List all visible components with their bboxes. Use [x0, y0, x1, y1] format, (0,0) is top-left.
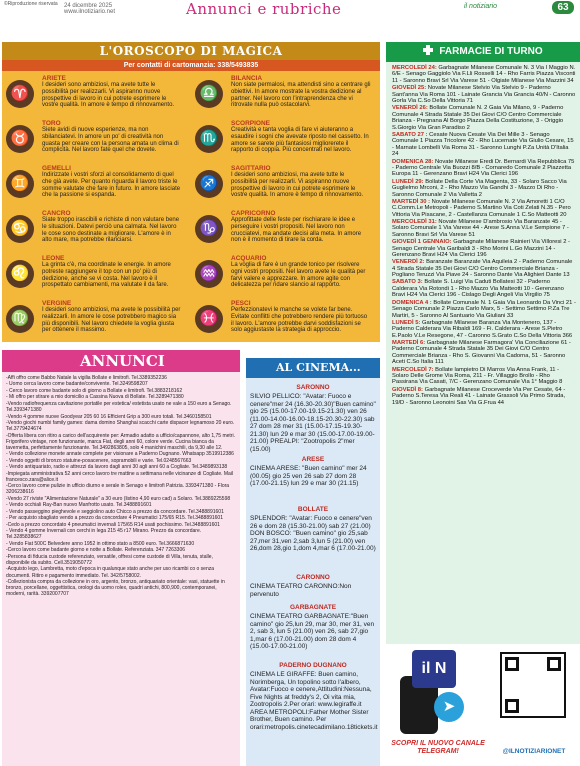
- pharmacy-day-label: SABATO 3:: [392, 279, 423, 286]
- pharmacy-day: [392, 387, 576, 406]
- horoscope-sign: [2, 297, 189, 342]
- horoscope-sign: [2, 162, 189, 207]
- pharmacy-day-label: MERCOLEDÌ 31:: [392, 219, 437, 225]
- pharmacy-day-list: Novate Milanese Comunale N. 2 Via Amoretti 1 C/O C.Comm.Le Metropoli - Paderno S.Martino Via Coti Zelati N.35 - Pero Vittoria Via Pisacane, 2 - Castellanza Comunale 1 C.So Matteotti 20: [392, 198, 571, 218]
- farmacie-list: [386, 62, 580, 644]
- horoscope-sign: [191, 162, 378, 207]
- zodiac-icon: ♊: [6, 170, 34, 198]
- pharmacy-day-label: MARTEDÌ 30 :: [392, 198, 431, 205]
- pharmacy-day: [392, 259, 576, 278]
- classified-ad: -Offerta libera con ritiro a carico dell'acquirente per: Armadio adatto a ufficio/capannone, alto 1,75 metri. Frigorifero vintage, non funzionante, marca Fiat, degli anni 60, colore verde. Cucina bianca da tavernetta, perfettamente funzionante. Tel.3492863805, solo 4 manichini maschili, da 9,30 alle 12.: [6, 432, 235, 451]
- venue-city: PADERNO DUGNANO: [279, 662, 347, 669]
- pharmacy-day: [392, 279, 576, 298]
- sign-name: CANCRO: [42, 210, 71, 217]
- sign-text: Indirizzate i vostri sforzi al consolidamento di quel che già avete. Per quanto riguarda il lavoro triste le somme valutate che fare in futuro. In amore lasciate che la passione si espanda.: [42, 172, 181, 199]
- venue-city: GARBAGNATE: [289, 604, 337, 611]
- sign-text: I desideri sono ambiziosi, ma avete tutte le possibilità per realizzarli. Vi aspiranno nuove prospettive di lavoro in cui potrete esprimere le vostre qualità. In amore è tempo di rinnovamento.: [42, 82, 175, 109]
- pharmacy-day-list: Bollate Della Corte Via Magenta, 33 - Solaro Sacco Via Guglielmo Mrconi, 2 - Rho Mazzo Via Gandhi 3 - Mazzo Di Rho - Saronno Comunale 2 Via Valletta 2: [392, 178, 567, 198]
- pharmacy-day-label: LUNEDÌ 5:: [392, 319, 421, 326]
- pharmacy-day-label: VENERDÌ 2:: [392, 259, 425, 266]
- pharmacy-day-list: Bollate Comunale N. 1 Gaia Via Leonardo Da Vinci 21 - Senago Comunale 2 Piazza Carlo Marx, 5 - Settimo Settimo P.Za Tre Martiri, 5 - Saronno Al Santuario Via Giuliani 33: [392, 299, 576, 319]
- classified-ad: -Persona di fiducia custode referenziato, versatile, offresi come custode di Villa, tenuta, stalle, disponibile da subito. Cell.3519050772: [6, 553, 213, 566]
- telegram-cta[interactable]: SCOPRI IL NUOVO CANALE TELEGRAM!: [391, 740, 485, 755]
- horoscope-sign: [191, 117, 378, 162]
- pharmacy-day-list: Garbagnate Milanese Croceverde Via Per Cesate, 64 - Paderno S.Teresa Via Reali 41 - Lainate Grassoli Via Primo Strada, 19/D - Saronno Leonoini Sas Via G.Frua 44: [392, 386, 566, 406]
- classified-ad: -Acquisto lego, Lambretta, moto d'epoca in qualunque stato anche per uso ricambi co o senza documenti. Ritiro e pagamento immediato. Tel. 342/5758002.: [6, 566, 215, 579]
- cinema-venue: [250, 574, 376, 598]
- pharmacy-day-label: MERCOLEDÌ 7:: [392, 366, 434, 373]
- site-link[interactable]: www.ilnotiziario.net: [64, 9, 116, 15]
- sign-name: PESCI: [231, 300, 251, 307]
- cinema-venue: [250, 604, 376, 651]
- sign-text: Siete avidi di nuove esperienze, ma non sbilanciatevi. In amore un po' di creatività non guasta per creare con la persona amata un clima di complicità. Nel lavoro fate quel che dovete.: [42, 127, 179, 154]
- pharmacy-day: [392, 367, 576, 386]
- zodiac-icon: ♑: [195, 215, 223, 243]
- sign-text: I desideri sono ambiziosi, ma avete le possibilità per realizzarli. In amore le cose potrebbero magico sia più disponibili. Nel lavoro chiedete la voglia giusta per ottenere il massimo.: [42, 307, 181, 334]
- pharmacy-day-list: Garbagnate Milanese Comunale N. 3 Via I Maggio N. 6/E - Senago Gaggiolo Via F.Lli Rosselli 14 - Rho Farris Piazza Visconti 11 - Saronno Bravi Srl Via Varese 51 - Olgiate Milanese Via Mazzini 34: [392, 65, 576, 84]
- horoscope-sign: [2, 252, 189, 297]
- farmacie-title: [386, 42, 580, 62]
- pharmacy-day-label: GIOVEDÌ 1 GENNAIO:: [392, 239, 452, 246]
- venue-city: ARESE: [301, 456, 325, 463]
- classified-ad: - Cerco lavoro come badante solo di giorno a Bollate e limitrofi. Tel.3883218162: [6, 387, 183, 394]
- classified-ad: - Vendo passeggino pieghevole e seggiolino auto Chicco a prezzo da concordare. Tel.3488891601: [6, 508, 224, 515]
- horoscope-sign: [2, 117, 189, 162]
- cinema-venue: [250, 506, 376, 553]
- classified-ad: -Cedo a prezzo concordato 4 pneumatici invernali 175/65 R14 usati pochissimo. Tel.3488891601: [6, 521, 220, 528]
- sign-name: TORO: [42, 120, 61, 127]
- venue-schedule: CINEMA TEATRO GARBAGNATE:"Buen camino" gio 25,lun 29, mar 30, mer 31, ven 2, sab 3, lun 5 (21.00) ven 26, sab 27,gio 1,mar 6 (17.00-21.00) dom 28 dom 4 (15.00-17.00-21.00): [250, 613, 375, 650]
- page-header: [0, 0, 580, 16]
- pharmacy-day: [392, 159, 576, 178]
- pharmacy-day-label: SABATO 27 :: [392, 131, 428, 138]
- pharmacy-day: [392, 300, 576, 319]
- classified-ad: - Per acquisto sbagliato vendo a prezzo da concordare 4 Pneumatici 175/65 R15. Tel.3488891601: [6, 515, 223, 522]
- pharmacy-day-list: Garbagnate Milanese Rainieri Via Villoresi 2 - Senago Centrale Via Garibaldi 3 - Rho Morini L.Go Mazzini 14 - Gerenzano Bravi H24 Via Clerici 196: [392, 239, 570, 259]
- sign-text: Approfittate delle feste per rischiarare le idee e perseguire i vostri propositi. Nel lavoro non crucciatevi, ma andate decisi alla meta. In amore non è il momento di tirare la corda.: [231, 217, 362, 244]
- classified-ad: - Vendo Fiat 500C Belvedere anno 1952 in ottimo stato a 8500 euro. Tel.3666871630: [6, 540, 195, 547]
- sign-text: Perfezzionatevi le manche se volete far bene. Evitate conflitti che potrebbero rendere più tortuoso il lavoro. L'amore potrebbe darvi soddisfazioni se solo aggiustaste la strategia di approccio.: [231, 307, 368, 334]
- cinema-venue: [250, 384, 376, 453]
- venue-city: SARONNO: [296, 384, 330, 391]
- pharmacy-day-label: VENERDÌ 26:: [392, 105, 428, 112]
- pharmacy-day: [392, 85, 576, 104]
- pharmacy-day-list: Bollate lampietro Di Marros Via Anna Frank, 11 - Solaro Delle Grome Via Roma, 211 - Fr. Villaggio Brollo - Rho Passirana Via Casati, 7/C - Gerenzano Comunale Via 1° Maggio 8: [392, 366, 563, 386]
- horoscope-sign: [191, 252, 378, 297]
- pharmacy-day-list: Novate Milanese D'ambrosio Via Baranzate 45 - Solaro Comunale 1 Via Varese 44 - Arese S.Anna V.Le Sempione 7 - Saronno Bravi Srl Via Varese 51: [392, 219, 569, 238]
- pharmacy-day-list: Garbagnate Milanese Farmagora' Via Conciliazione 61 - Paderno Comunale 4 Strada Statale 35 Dei Giovi C/O Centro Commerciale Brianza - Rho S. Giovanni Via Cadorna, 51 - Saronno Aceti C.So Italia 111: [392, 339, 571, 366]
- zodiac-icon: ♍: [6, 305, 34, 333]
- classified-ad: - Mi offro per stirare a mio domicilio a Cassina Nuova di Bollate. Tel.3289471380: [6, 394, 184, 401]
- classified-ad: - Vendo antiquariato, radio e attrezzi da lavoro dagli anni 30 agli anni 60 a Cogliate. Tel.3489893138: [6, 464, 228, 471]
- zodiac-icon: ♉: [6, 125, 34, 153]
- pharmacy-day-label: GIOVEDÌ 25:: [392, 85, 427, 92]
- classified-ad: -Impiegata amministrativa 52 anni cerco lavoro tre mattine a settimana nelle vicinanze di Cogliate. Mail francesco.zara@alice.it: [6, 470, 234, 483]
- sign-name: BILANCIA: [231, 75, 263, 82]
- pharmacy-day: [392, 340, 576, 366]
- pharmacy-day-list: Novate Milanese Stelvio Via Stelvio 9 - Paderno Sant'anna Via Roma 101 - Lainate Grancia Via Grancia 40/N - Caronno Gorla Via C.So Della Vittoria 71: [392, 85, 576, 105]
- horoscope-sign: [2, 207, 189, 252]
- pharmacy-day: [392, 239, 576, 258]
- classified-ad: - Vendo 4 gomme Invernali con cerchi in lega 215 45 r17 Mirano. Prezzo da concordare. Tel.3285838627: [6, 528, 202, 541]
- copyright-logo: ©Riproduzione riservata: [4, 1, 58, 7]
- cinema-venue: [250, 456, 376, 488]
- notiziario-logo: il N: [412, 650, 456, 688]
- pharmacy-day-label: MARTEDÌ 6:: [392, 339, 426, 346]
- pharmacy-day-list: Bollate S. Luigi Via Caduti Bollatesi 32 - Paderno Calderara Via Rotondi 1 - Rho Mazzo Via Matteotti 10 - Gerenzano Bravi H24 Via Clerici 196 - Cislago Degli Angeli Via Virgilio 75: [392, 279, 564, 299]
- cinema-venue: [250, 662, 376, 731]
- horoscope-sign: [2, 72, 189, 117]
- classified-ad: -Vendo 4 gomme nuove Goodyear 205 60 16 Efficient Grip a 300 euro totali. Tel.3460158501: [6, 413, 212, 420]
- horoscope-sign: [191, 297, 378, 342]
- pharmacy-day: [392, 320, 576, 339]
- pharmacy-day: [392, 219, 576, 238]
- pharmacy-day-label: MERCOLEDÌ 24:: [392, 65, 437, 71]
- zodiac-icon: ♈: [6, 80, 34, 108]
- venue-schedule: CINEMA ARESE: "Buen camino" mer 24 (00.05) gio 25 ven 26 sab 27 dom 28 (17.00-21.15) lun 29 e mar 30 (21.15): [250, 465, 367, 487]
- pharmacy-day-list: Baranzate Baranzate Via Aquileia 2 - Paderno Comunale 4 Strada Statale 35 Dei Giovi C/O Centro Commerciale Brianza - Pogliano Teruzzi Via Piave 24 - Saronno Dante Via Alighieri Dante 13: [392, 259, 573, 279]
- header-date-block: [64, 3, 115, 15]
- venue-schedule: SPLENDOR: "Avatar: Fuoco e cenere"ven 26 e dom 28 (15.30-21.00) sab 27 (21.00) DON BOSCO: "Buen camino" gio 25,sab 27,mer 31,ven 2,sab 3,lun 5 (21.00) ven 26,dom 28,gio 1,dom 4,mar 6 (17.00-21.00): [250, 515, 376, 552]
- zodiac-icon: ♐: [195, 170, 223, 198]
- pharmacy-day: [392, 199, 576, 218]
- sign-name: CAPRICORNO: [231, 210, 276, 217]
- magazine-name: il notiziario: [464, 3, 498, 10]
- sign-text: La voglia di fare è un grande tonico per risolvere ogni vostri propositi. Nel lavoro avete le qualità per farvi valere e apprezzare. In amore agite con delicatezza per ridare slancio al rapporto.: [231, 262, 366, 289]
- venue-city: CARONNO: [296, 574, 330, 581]
- pharmacy-day-list: Cesate Nuova Cesate Via Dei Mille 3 - Senago Comunale 1 Piazza Tricolore 42 - Rho Lucernate Via Giulio Cesare, 15 - Marnate Lombelli Via Roma 31 - Saronno Lunghi P.Za Unità D'Italia 24: [392, 131, 574, 158]
- qr-code-icon[interactable]: [500, 652, 566, 718]
- zodiac-icon: ♏: [195, 125, 223, 153]
- classified-ad: -Vendo 27 riviste "Alimentazione Naturale" a 30 euro (listino 4,90 euro cad) a Solaro. Tel.3889225598: [6, 495, 231, 502]
- classified-ad: -Vendo giochi numbi family games: dama domino Shanghai scacchi carte dispacer legnamoso 20 euro. Tel.3779424674: [6, 420, 235, 433]
- pharmacy-day: [392, 105, 576, 131]
- zodiac-icon: ♓: [195, 305, 223, 333]
- pharmacy-day-label: DOMENICA 4 :: [392, 299, 432, 306]
- sign-text: La grinta c'è, ma coordinate le energie. In amore potreste raggiungere il top con un po' più di dedizione, anche se vi costa. Nel lavoro è il prospettato cambiamenti, ma valutate il da fare.: [42, 262, 171, 289]
- sign-name: SCORPIONE: [231, 120, 271, 127]
- zodiac-icon: ♌: [6, 260, 34, 288]
- classified-ad: -Affi offro come Babbo Natale la vigilia Bollate e limitrofi. Tel.3389352236: [6, 375, 167, 381]
- telegram-promo[interactable]: [386, 648, 580, 766]
- venue-schedule: CINEMA TEATRO CARONNO:Non pervenuto: [250, 583, 352, 598]
- cinema-list: [246, 378, 380, 766]
- classified-ad: - Vendo collezione monete annate complete per visionare a Paderno Dugnano. Whatsapp 3519912386: [6, 451, 234, 458]
- horoscope-title: L'OROSCOPO DI MAGICA: [2, 42, 380, 60]
- classified-ad: -Vendo radiofrequenza cavitazione portatile per estetica/ estetista usato ne vale a 150 euro a Senago. Tel.3393471380: [6, 400, 232, 414]
- sign-text: Creatività e tanta voglia di fare vi aiuteranno a esaudire i sogni che avevate riposto nel cassetto. In amore se sarete più fantasiosi migliorerete il rapporto di coppia. Più concentrati nel lavoro.: [231, 127, 369, 154]
- annunci-list: [2, 372, 240, 766]
- classified-ad: -Collezionista compra da collezione in oro, argento, bronzo, antiquariato orientale: vasi, statuette in bronzo, porcellane, oggettistica, orologi da uomo rolex, quadri antichi, 800,900, contemporanei, moderni, rarità. 3392007707: [6, 578, 225, 598]
- pharmacy-day: [392, 132, 576, 158]
- sign-name: SAGITTARIO: [231, 165, 271, 172]
- pharmacy-day-list: Garbagnate Milanese Baranza Via Montenero, 137 - Paderno Calderara Via Ribaldi 169 - Fi. Calderara - Arese S.Pietro E.Paolo V.Le Resegone, 47 - Caronno S.Grato C.So Della Vittoria 366: [392, 319, 573, 339]
- sign-name: VERGINE: [42, 300, 72, 307]
- pharmacy-day-list: Bollate Comunale N. 2 Gaia Via Milano, 9 - Paderno Comunale 4 Strada Statale 35 Dei Giovi C/O Centro Commerciale Brianza - Pregnana Al Borgo Piazza Della Costituzione, 3 - Origgio S.Giorgio Via Gran Paradiso 2: [392, 105, 564, 131]
- sign-text: Non siate permalosi, ma attendisti sino a centrare gli obiettivi. In amore mostrate la vostra dedizione al partner. Nel lavoro con l'intraprendenza che vi ritrovate nulla può ostacolarvi.: [231, 82, 371, 109]
- venue-city: BOLLATE: [297, 506, 329, 513]
- pharmacy-cross-icon: [423, 45, 433, 55]
- zodiac-icon: ♋: [6, 215, 34, 243]
- issue-date: 24 dicembre 2025: [64, 3, 113, 9]
- sign-name: ACQUARIO: [231, 255, 267, 262]
- sign-text: I desideri sono ambiziosi, ma avete tutte le possibilità per realizzarli. Vi aspiranno nuove prospettive di lavoro in cui potrete esprimere le vostre qualità. In amore è tempo di rinnovamento.: [231, 172, 364, 199]
- sign-name: ARIETE: [42, 75, 66, 82]
- venue-schedule: CINEMA LE GIRAFFE: Buen camino, Norimberga, Un topolino sotto l'albero, Avatar:Fuoco e cenere,Attitudini:Nessuna, Five Nights at freddy's 2, Oi vita mia, Zootropolis 2.Per orari: www.legiraffe.it AREA METROPOLI:Father Mother Sister Brother, Buen camino. Per orari:metropolis.cinetecadimilano.18tickets.it: [250, 671, 378, 731]
- sign-text: Siate troppo irascibili e richiste di non valutare bene le situazioni. Datevi perciò una calmata. Nel lavoro le cose sono destinate a migliorare. L'amore è in alto mare, ma potrebbe rilanciarsi.: [42, 217, 180, 244]
- horoscope-contact: Per contatti di cartomanzia: 338/5493835: [2, 60, 380, 71]
- pharmacy-day: [392, 65, 576, 84]
- pharmacy-day-label: LUNEDÌ 29:: [392, 178, 424, 185]
- telegram-icon[interactable]: ➤: [434, 692, 464, 722]
- classified-ad: - Vendo occhiali Ray-Ban nuovo Manfrotto usato. Tel.3488891601: [6, 502, 152, 509]
- classified-ad: -Cerco lavoro come pulizie in ufficio diurno e serale in Senago e limitrofi Patrizia. 3393471380 - Flora 3206238616: [6, 483, 230, 496]
- venue-schedule: SILVIO PELLICO: "Avatar: Fuoco e cenere"mer 24 (16.30-20.30)"Buen camino" gio 25 (15.00-17.00-19.15-21.30) ven 26 (11.00-14.00-16.00-18.15-20.30-22.30) sab 27 dom 28 mer 31 (15.00-17.15-19.30-21.30) lun 29 e mar 30 (15.00-17.00-19.00-21.00) PREALPI: "Zootropolis 2"mer (15.00): [250, 393, 376, 453]
- cinema-title: AL CINEMA...: [246, 358, 380, 378]
- pharmacy-day: [392, 179, 576, 198]
- sign-name: LEONE: [42, 255, 65, 262]
- section-title: Annunci e rubriche: [186, 0, 342, 18]
- pharmacy-day-label: DOMENICA 28:: [392, 158, 434, 165]
- page-number: 63: [552, 1, 574, 14]
- classified-ad: - Uomo cerca lavoro come badante/convivente. Tel.3249598207: [6, 381, 148, 388]
- classified-ad: - Vendo oggetti di bronzo statuine-posacenere, sopramobili e varie. Tel.0248567663: [6, 457, 192, 464]
- zodiac-icon: ♒: [195, 260, 223, 288]
- zodiac-icon: ♎: [195, 80, 223, 108]
- pharmacy-day-list: Novate Milanese Eredi Dr. Bernardi Via Repubblica 75 - Paderno Centrale Via Buozzi 8/B - Cornaredo Comunale 2 Piazzetta Europa 11 - Gerenzano Bravi H24 Via Clerici 196: [392, 158, 575, 178]
- classified-ad: -Cerco lavoro come badante giorno e notte a Bollate. Referenziata. 347 7263306: [6, 547, 186, 554]
- farmacie-title-text: FARMACIE DI TURNO: [439, 46, 543, 57]
- sign-name: GEMELLI: [42, 165, 71, 172]
- telegram-handle[interactable]: @ILNOTIZIARIONET: [502, 748, 566, 755]
- annunci-title: ANNUNCI: [2, 350, 240, 372]
- pharmacy-day-label: GIOVEDÌ 8:: [392, 386, 423, 393]
- horoscope-sign: [191, 207, 378, 252]
- horoscope-sign: [191, 72, 378, 117]
